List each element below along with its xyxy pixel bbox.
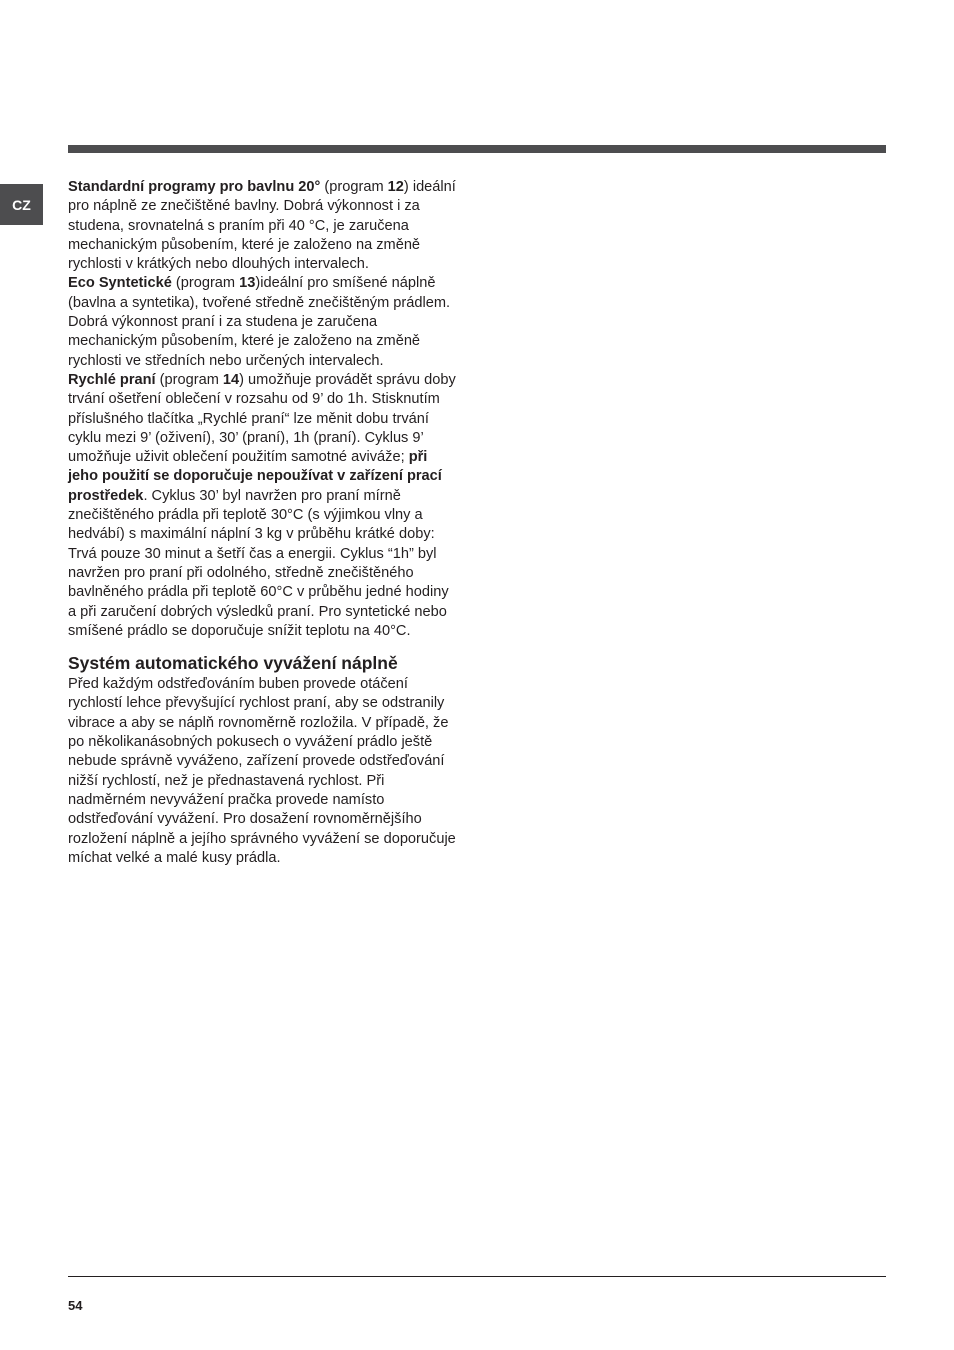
warning-text: při jeho použití se doporučuje nepoužívat v zařízení prací prostředek — [68, 449, 442, 504]
paragraph-eco-synthetic: Eco Syntetické (program 13)ideální pro smíšené náplně (bavlna a syntetika), tvořené středně znečištěným prádlem. Dobrá výkonnost praní i za studena je zaručena mechanickým působením, které je založeno na změně rychlosti ve středních nebo určených intervalech. — [68, 275, 451, 369]
paragraph-quick-wash: Rychlé praní (program 14) umožňuje provádět správu doby trvání ošetření oblečení v rozsahu od 9’ do 1h. Stisknutím příslušného tlačítka „Rychlé praní“ lze měnit dobu trvání cyklu mezi 9’ (oživení), 30’ (praní), 1h (praní). Cyklus 9’ umožňuje uživit oblečení použitím samotné aviváže; při jeho použití se doporučuje nepoužívat v zařízení prací prostředek. Cyklus 30’ byl navržen pro praní mírně znečištěného prádla při teplotě 30°C (s výjimkou vlny a hedvábí) s maximální náplní 3 kg v průběhu krátké doby: Trvá pouze 30 minut a šetří čas a energii. Cyklus “1h” byl navržen pro praní při odolného, středně znečištěného bavlněného prádla při teplotě 60°C v průběhu jedné hodiny a při zaručení dobrých výsledků praní. Pro syntetické nebo smíšené prádlo se doporučuje snížit teplotu na 40°C. — [68, 371, 456, 639]
program-name: Rychlé praní — [68, 371, 156, 388]
section-heading: Systém automatického vyvážení náplně — [68, 653, 398, 674]
language-tab — [0, 184, 43, 225]
program-number: 13 — [239, 275, 256, 292]
program-number: 14 — [222, 371, 240, 388]
top-rule — [68, 145, 886, 153]
paragraph-cotton-20: Standardní programy pro bavlnu 20° (program 12) ideální pro náplně ze znečištěné bavlny. Dobrá výkonnost i za studena, srovnatelná s praním při 40 °C, je zaručena mechanickým působením, které je založeno na změně rychlosti v krátkých nebo dlouhých intervalech. — [68, 179, 456, 273]
section-body: Před každým odstřeďováním buben provede otáčení rychlostí lehce převyšující rychlost praní, aby se odstranily vibrace a aby se náplň rovnoměrně rozložila. V případě, že po několikanásobných pokusech o vyvážení prádlo ještě nebude správně vyváženo, zařízení provede odstřeďování nižší rychlostí, než je přednastavená rychlost. Při nadměrném nevyvážení pračka provede namísto odstřeďování vyvážení. Pro dosažení rovnoměrnějšího rozložení náplně a jejího správného vyvážení se doporučuje míchat velké a malé kusy prádla. — [68, 676, 456, 866]
text-column — [68, 178, 460, 868]
language-code: CZ — [12, 196, 31, 213]
program-name: Standardní programy pro bavlnu 20° — [68, 179, 321, 195]
bottom-rule — [68, 1276, 886, 1277]
page-number: 54 — [68, 1298, 83, 1313]
program-number: 12 — [387, 179, 404, 195]
program-name: Eco Syntetické — [68, 275, 172, 292]
